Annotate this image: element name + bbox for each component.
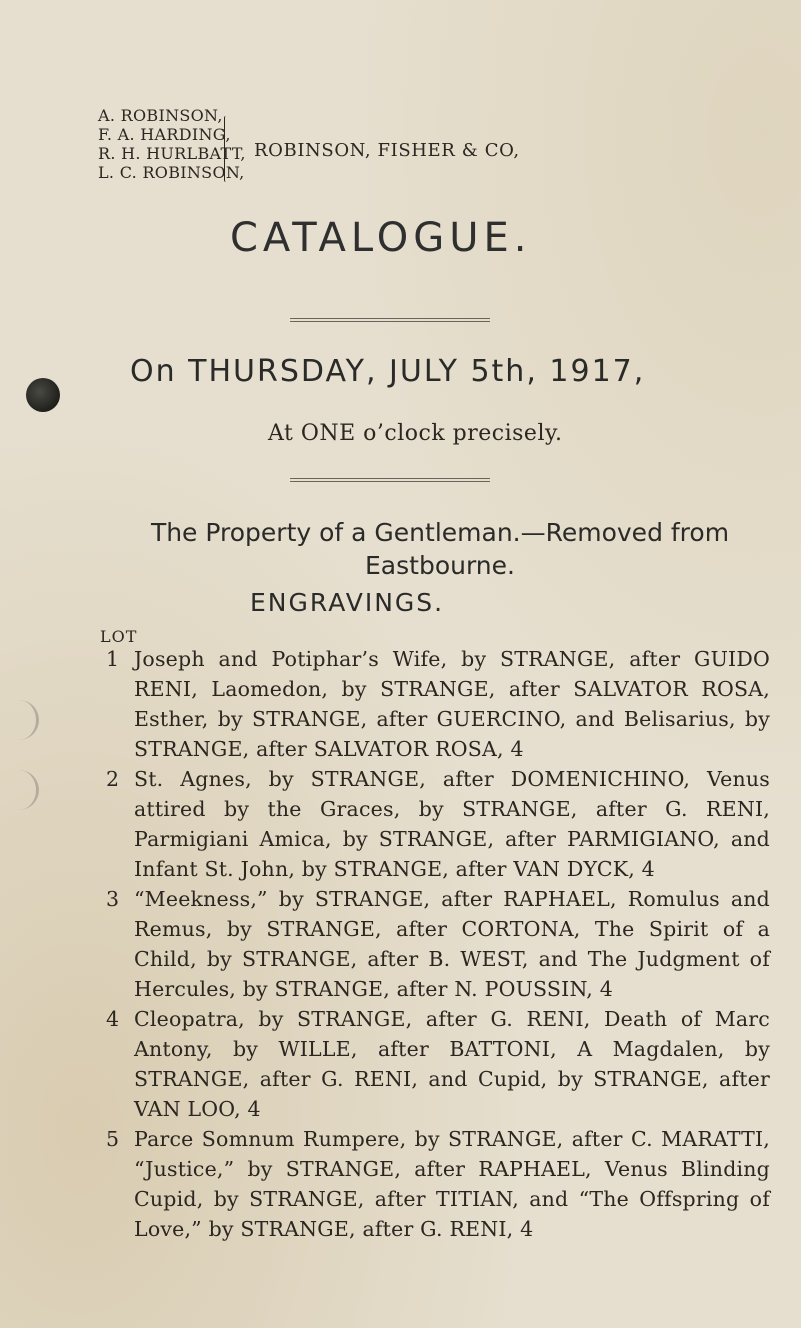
lot-description: Cleopatra, by STRANGE, after G. RENI, Death of Marc Antony, by WILLE, after BATTONI, A Magdalen, by STRANGE, after G. RENI, and Cupid, by STRANGE, after VAN LOO, 4	[134, 1007, 770, 1121]
lot-description: St. Agnes, by STRANGE, after DOMENICHINO, Venus attired by the Graces, by STRANGE, after G. RENI, Parmigiani Amica, by STRANGE, after PARMIGIANO, and Infant St. John, by STRANGE, after VAN DYCK, 4	[134, 767, 770, 881]
divider	[290, 318, 490, 322]
lot-number: 2	[106, 767, 120, 791]
partner-name: R. H. HURLBATT,	[98, 144, 246, 163]
provenance-heading: The Property of a Gentleman.—Removed from Eastbourne.	[150, 518, 730, 580]
lot-entry	[106, 884, 770, 1004]
lot-entry	[106, 1124, 770, 1244]
sale-date: On THURSDAY, JULY 5th, 1917,	[130, 354, 646, 389]
partner-name: L. C. ROBINSON,	[98, 163, 245, 182]
lot-number: 5	[106, 1127, 120, 1151]
divider	[290, 478, 490, 482]
lot-description: Parce Somnum Rumpere, by STRANGE, after C. MARATTI, “Justice,” by STRANGE, after RAPHAEL, Venus Blinding Cupid, by STRANGE, after TITIAN, and “The Offspring of Love,” by STRANGE, after G. RENI, 4	[134, 1127, 770, 1241]
partner-name: A. ROBINSON,	[98, 106, 223, 125]
section-heading: ENGRAVINGS.	[250, 588, 445, 617]
brace	[224, 116, 235, 182]
lot-number: 1	[106, 647, 120, 671]
punch-hole	[26, 378, 60, 412]
lot-column-label: LOT	[100, 627, 138, 646]
lot-entry	[106, 1004, 770, 1124]
lot-entry	[106, 644, 770, 764]
firm-name: ROBINSON, FISHER & CO,	[254, 140, 520, 161]
lot-entry	[106, 764, 770, 884]
lot-number: 4	[106, 1007, 120, 1031]
sale-time: At ONE o’clock precisely.	[268, 421, 563, 446]
lot-number: 3	[106, 887, 120, 911]
partner-name: F. A. HARDING,	[98, 125, 231, 144]
lot-list	[106, 644, 770, 1244]
lot-description: Joseph and Potiphar’s Wife, by STRANGE, after GUIDO RENI, Laomedon, by STRANGE, after SALVATOR ROSA, Esther, by STRANGE, after GUERCINO, and Belisarius, by STRANGE, after SALVATOR ROSA, 4	[134, 647, 770, 761]
page-title: CATALOGUE.	[230, 215, 532, 261]
lot-description: “Meekness,” by STRANGE, after RAPHAEL, Romulus and Remus, by STRANGE, after CORTONA, The Spirit of a Child, by STRANGE, after B. WEST, and The Judgment of Hercules, by STRANGE, after N. POUSSIN, 4	[134, 887, 770, 1001]
